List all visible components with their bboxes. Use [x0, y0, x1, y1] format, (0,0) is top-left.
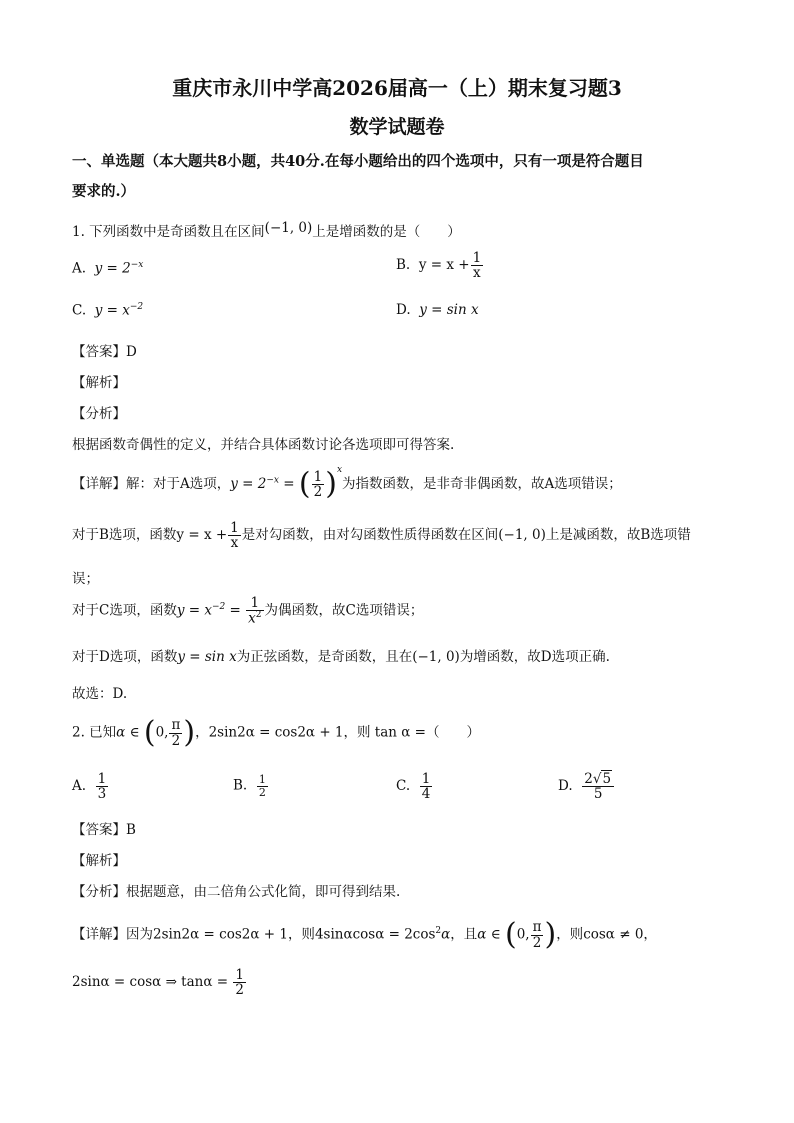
detail-exp: −2	[211, 601, 226, 612]
answer-tag: 【答案】	[72, 822, 126, 838]
section-heading-line2: 要求的.）	[72, 183, 136, 200]
answer-tag: 【答案】	[72, 344, 126, 360]
detail-math: y = 2	[230, 476, 267, 492]
detail-math: y = x	[176, 602, 212, 619]
q2-stem-text: 2. 已知	[72, 724, 117, 741]
frac-coef: 2	[584, 771, 593, 787]
detail-interval: (−1, 0)	[498, 527, 546, 544]
q2-option-a	[72, 772, 109, 801]
q1-option-c	[72, 302, 143, 319]
paren-right: )	[183, 715, 196, 750]
q1-fenxi-text: 根据函数奇偶性的定义，并结合具体函数讨论各选项即可得答案.	[72, 437, 455, 453]
q2-option-d: D. $\frac{2√5}{5}$	[558, 772, 615, 801]
option-label: A.	[72, 260, 87, 277]
frac-den: 2	[171, 732, 181, 749]
q1-stem	[72, 220, 461, 240]
paren-right: )	[544, 917, 557, 952]
frac-den-exp: 2	[255, 610, 262, 621]
detail-math: 2sin2α = cos2α + 1	[153, 926, 288, 943]
detail-eq: =	[279, 476, 299, 492]
page-subtitle: 数学试题卷	[349, 116, 445, 138]
detail-math: α ∈	[477, 926, 505, 943]
q1-detail-a	[72, 465, 622, 500]
frac-den: 4	[421, 786, 431, 803]
frac-num: 1	[97, 771, 107, 787]
q2-alpha: α	[116, 724, 126, 741]
detail-text: 解：对于A选项，	[126, 476, 231, 492]
q2-in: ∈	[125, 724, 144, 741]
detail-math: α	[441, 926, 451, 943]
detail-text: 对于D选项，函数	[72, 649, 178, 665]
detail-text: 为正弦函数，是奇函数，且在	[236, 649, 413, 665]
frac-num: 1	[313, 468, 323, 485]
option-label: A.	[72, 778, 87, 795]
q2-detail	[72, 917, 657, 952]
detail-exp: −x	[266, 475, 279, 486]
detail-text: 是对勾函数，由对勾函数性质得函数在区间	[241, 527, 499, 544]
option-label: C.	[72, 302, 87, 319]
frac-num: 1	[421, 771, 431, 787]
frac-radicand: 5	[602, 771, 612, 787]
frac-num: 1	[258, 773, 266, 786]
frac-den: 2	[258, 785, 266, 799]
option-label: D.	[558, 778, 573, 795]
frac-num: 1	[246, 596, 263, 611]
detail-math: y = sin x	[177, 649, 237, 665]
q1-stem-text: 1. 下列函数中是奇函数且在区间	[72, 224, 265, 240]
detail-text: 为增函数，故D选项正确.	[459, 649, 610, 665]
paren-left: (	[143, 715, 156, 750]
q1-option-b	[396, 251, 484, 280]
paren-right: )	[325, 466, 337, 502]
option-math: y = x +	[418, 257, 470, 274]
q1-choose: 故选：D.	[72, 686, 128, 702]
detail-tag: 【详解】	[72, 926, 126, 943]
q1-detail-b	[72, 521, 691, 550]
answer-value: B	[126, 822, 136, 838]
frac-den: 5	[593, 786, 603, 803]
detail-text: 为指数函数，是非奇非偶函数，故A选项错误；	[342, 476, 622, 492]
option-label: B.	[396, 257, 411, 274]
frac-den: 2	[235, 982, 244, 999]
q1-answer	[72, 340, 137, 360]
q1-option-d	[396, 302, 479, 318]
section-heading-line1: 一、单选题（本大题共8小题，共40分.在每小题给出的四个选项中，只有一项是符合题目	[72, 153, 644, 170]
q2-answer	[72, 818, 136, 838]
option-exp: −2	[129, 302, 144, 312]
option-label: D.	[396, 302, 411, 318]
detail-text: 为偶函数，故C选项错误；	[264, 602, 424, 619]
frac-den: x	[248, 610, 256, 627]
frac-num: 1	[230, 520, 239, 536]
detail-text: ，	[643, 926, 657, 943]
frac-num: 1	[472, 250, 482, 266]
detail-text: 因为	[126, 926, 153, 943]
q1-detail-b-cont: 误；	[72, 571, 99, 587]
option-label: B.	[233, 777, 248, 794]
detail-text: ，则	[556, 926, 584, 943]
frac-num: 1	[235, 967, 244, 983]
detail-text: 对于C选项，函数	[72, 602, 177, 619]
q1-option-a	[72, 260, 143, 277]
q1-analysis-tag: 【解析】	[72, 375, 126, 391]
option-math: y = sin x	[419, 302, 479, 318]
q2-option-b	[233, 774, 269, 798]
detail-exp: x	[336, 465, 343, 475]
detail-math: y = x +	[176, 527, 228, 544]
detail-eq: =	[225, 602, 246, 619]
option-math: y = 2	[94, 260, 131, 277]
frac-den: x	[473, 265, 481, 282]
q1-detail-c	[72, 596, 423, 626]
page-title: 重庆市永川中学高2026届高一（上）期末复习题3	[172, 76, 622, 100]
q1-detail-d	[72, 645, 610, 665]
option-math: y = x	[94, 302, 130, 319]
q1-stem-text-b: 上是增函数的是（ ）	[312, 224, 461, 240]
frac-den: 2	[532, 934, 542, 951]
q1-fenxi-tag: 【分析】	[72, 406, 126, 422]
detail-text: ，且	[450, 926, 478, 943]
detail-exp: 2	[435, 926, 442, 936]
detail-tag: 【详解】	[72, 476, 126, 492]
paren-left: (	[504, 917, 517, 952]
q2-final	[72, 968, 247, 997]
frac-den: 3	[97, 786, 107, 803]
detail-interval: 0,	[516, 926, 530, 943]
q2-analysis-tag: 【解析】	[72, 853, 126, 869]
fenxi-text: 根据题意，由二倍角公式化简，即可得到结果.	[126, 884, 401, 900]
q1-interval: (−1, 0)	[264, 220, 313, 236]
frac-den: 2	[313, 484, 323, 500]
fenxi-tag: 【分析】	[72, 884, 126, 900]
frac-den: x	[230, 535, 239, 552]
detail-interval: (−1, 0)	[412, 649, 460, 665]
detail-text: 对于B选项，函数	[72, 527, 177, 544]
paren-left: (	[298, 466, 311, 502]
detail-math: cosα ≠ 0	[583, 926, 644, 943]
detail-math: 4sinαcosα = 2cos	[314, 926, 436, 943]
q2-stem-eq: ，2sin2α = cos2α + 1，则 tan α =（ ）	[195, 724, 480, 741]
answer-value: D	[126, 344, 137, 360]
frac-num: π	[532, 919, 542, 936]
detail-math: 2sinα = cosα ⇒ tanα =	[72, 974, 229, 991]
detail-text: 上是减函数，故B选项错	[545, 527, 691, 544]
q2-fenxi	[72, 880, 400, 900]
q2-option-c	[396, 772, 433, 801]
option-label: C.	[396, 778, 411, 795]
frac-num: π	[171, 717, 181, 734]
option-exp: −x	[130, 260, 144, 270]
detail-text: ，则	[287, 926, 315, 943]
q2-interval: 0,	[155, 724, 169, 741]
q2-stem	[72, 715, 480, 750]
